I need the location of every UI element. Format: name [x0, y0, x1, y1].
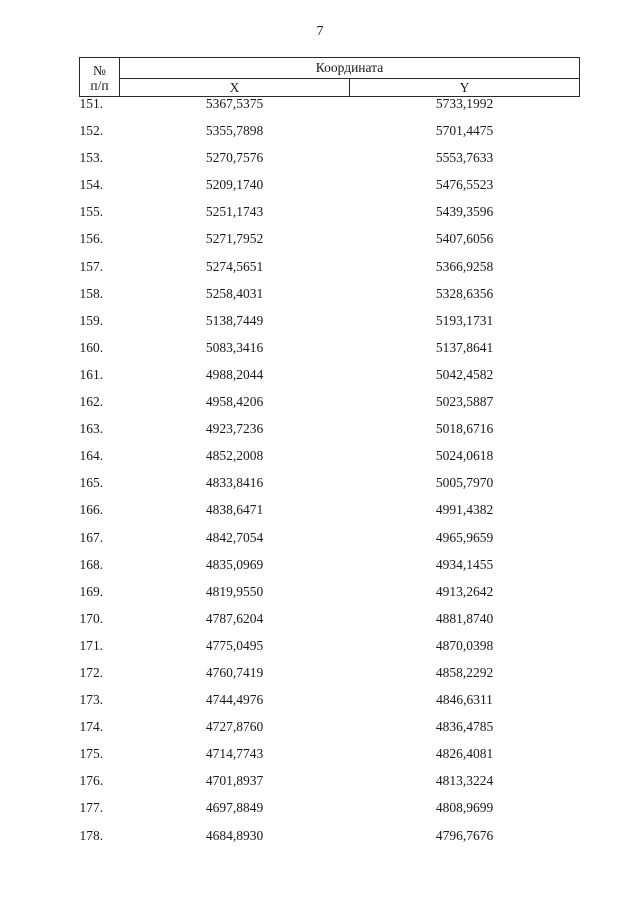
row-number-cell: 177. — [79, 800, 104, 816]
row-number-cell: 168. — [79, 556, 104, 572]
row-number-cell: 174. — [79, 719, 104, 735]
row-number-cell: 159. — [79, 312, 104, 328]
x-coordinate-cell: 4842,7054 — [205, 529, 264, 545]
table-row — [80, 829, 580, 856]
y-coordinate-cell: 5701,4475 — [435, 123, 494, 139]
table-row — [80, 368, 580, 395]
y-column-header: Y — [350, 79, 580, 97]
y-coordinate-cell: 4934,1455 — [435, 556, 494, 572]
y-coordinate-cell: 4858,2292 — [435, 664, 494, 680]
table-row — [80, 720, 580, 747]
y-coordinate-cell: 5042,4582 — [435, 366, 494, 382]
row-number-cell: 162. — [79, 394, 104, 410]
table-row — [80, 422, 580, 449]
y-coordinate-cell: 4796,7676 — [435, 827, 494, 843]
x-coordinate-cell: 5258,4031 — [205, 285, 264, 301]
table-row — [80, 395, 580, 422]
table-body — [80, 97, 580, 856]
table-row — [80, 287, 580, 314]
table-row — [80, 801, 580, 828]
y-coordinate-cell: 4991,4382 — [435, 502, 494, 518]
table-row — [80, 774, 580, 801]
x-coordinate-cell: 5274,5651 — [205, 258, 264, 274]
row-number-cell: 165. — [79, 475, 104, 491]
x-column-header: X — [120, 79, 350, 97]
x-coordinate-cell: 4787,6204 — [205, 610, 264, 626]
x-coordinate-cell: 4958,4206 — [205, 394, 264, 410]
x-coordinate-cell: 4714,7743 — [205, 746, 264, 762]
row-number-cell: 178. — [79, 827, 104, 843]
x-coordinate-cell: 4697,8849 — [205, 800, 264, 816]
y-coordinate-cell: 4846,6311 — [436, 692, 493, 708]
x-coordinate-cell: 4701,8937 — [205, 773, 264, 789]
x-coordinate-cell: 4760,7419 — [205, 664, 264, 680]
table-row — [80, 151, 580, 178]
row-number-cell: 171. — [79, 637, 104, 653]
table-row — [80, 124, 580, 151]
row-number-cell: 152. — [79, 123, 104, 139]
ordinal-label: п/п — [90, 78, 109, 93]
row-number-cell: 170. — [79, 610, 104, 626]
x-coordinate-cell: 5083,3416 — [205, 339, 264, 355]
row-number-cell: 161. — [79, 366, 104, 382]
row-number-cell: 163. — [79, 421, 104, 437]
y-coordinate-cell: 5328,6356 — [435, 285, 494, 301]
row-number-cell: 164. — [79, 448, 104, 464]
row-number-cell: 156. — [79, 231, 104, 247]
row-number-cell: 166. — [79, 502, 104, 518]
x-coordinate-cell: 5209,1740 — [205, 177, 264, 193]
y-coordinate-cell: 4870,0398 — [435, 637, 494, 653]
x-coordinate-cell: 5355,7898 — [205, 123, 264, 139]
coordinates-table — [79, 57, 580, 856]
x-coordinate-cell: 4833,8416 — [205, 475, 264, 491]
row-number-cell: 155. — [79, 204, 104, 220]
table-row — [80, 558, 580, 585]
y-coordinate-cell: 5476,5523 — [435, 177, 494, 193]
y-coordinate-cell: 5439,3596 — [435, 204, 494, 220]
table-row — [80, 612, 580, 639]
x-coordinate-cell: 5367,5375 — [205, 96, 264, 111]
x-coordinate-cell: 4835,0969 — [205, 556, 264, 572]
number-sign-label: № — [93, 63, 106, 78]
table-row — [80, 178, 580, 205]
y-coordinate-cell: 4965,9659 — [435, 529, 494, 545]
row-number-cell: 169. — [79, 583, 104, 599]
row-number-cell: 153. — [79, 150, 104, 166]
table-row — [80, 341, 580, 368]
table-row — [80, 585, 580, 612]
y-coordinate-cell: 5137,8641 — [435, 339, 494, 355]
row-number-cell: 157. — [79, 258, 104, 274]
table-row — [80, 314, 580, 341]
x-coordinate-cell: 4838,6471 — [205, 502, 264, 518]
table-row — [80, 503, 580, 530]
x-coordinate-cell: 4684,8930 — [205, 827, 264, 843]
row-number-cell: 175. — [79, 746, 104, 762]
y-coordinate-cell: 5023,5887 — [435, 394, 494, 410]
table-row — [80, 693, 580, 720]
x-coordinate-cell: 4988,2044 — [205, 366, 264, 382]
row-number-cell: 158. — [79, 285, 104, 301]
x-coordinate-cell: 4775,0495 — [205, 637, 264, 653]
table-row — [80, 747, 580, 774]
coordinate-group-header: Координата — [120, 58, 580, 79]
row-number-cell: 172. — [79, 664, 104, 680]
table-row — [80, 97, 580, 125]
y-coordinate-cell: 4913,2642 — [435, 583, 494, 599]
x-coordinate-cell: 4727,8760 — [205, 719, 264, 735]
y-coordinate-cell: 5005,7970 — [435, 475, 494, 491]
row-number-cell: 151. — [79, 96, 104, 111]
x-coordinate-cell: 4923,7236 — [205, 421, 264, 437]
x-coordinate-cell: 4852,2008 — [205, 448, 264, 464]
y-coordinate-cell: 4881,8740 — [435, 610, 494, 626]
y-coordinate-cell: 5366,9258 — [435, 258, 494, 274]
row-number-cell: 154. — [79, 177, 104, 193]
table-row — [80, 232, 580, 259]
x-coordinate-cell: 5138,7449 — [205, 312, 264, 328]
table-row — [80, 449, 580, 476]
y-coordinate-cell: 5018,6716 — [435, 421, 494, 437]
number-column-header — [80, 58, 120, 97]
table-row — [80, 205, 580, 232]
table-row — [80, 639, 580, 666]
y-coordinate-cell: 5193,1731 — [435, 312, 494, 328]
x-coordinate-cell: 5271,7952 — [205, 231, 264, 247]
x-coordinate-cell: 4744,4976 — [205, 692, 264, 708]
y-coordinate-cell: 4826,4081 — [435, 746, 494, 762]
y-coordinate-cell: 4813,3224 — [435, 773, 494, 789]
table-header — [80, 58, 580, 97]
y-coordinate-cell: 5407,6056 — [435, 231, 494, 247]
x-coordinate-cell: 4819,9550 — [205, 583, 264, 599]
x-coordinate-cell: 5270,7576 — [205, 150, 264, 166]
x-coordinate-cell: 5251,1743 — [205, 204, 264, 220]
y-coordinate-cell: 5733,1992 — [435, 96, 494, 111]
y-coordinate-cell: 4808,9699 — [435, 800, 494, 816]
table-row — [80, 666, 580, 693]
page-number: 7 — [316, 24, 324, 39]
table-row — [80, 476, 580, 503]
y-coordinate-cell: 4836,4785 — [435, 719, 494, 735]
y-coordinate-cell: 5024,0618 — [435, 448, 494, 464]
table-row — [80, 260, 580, 287]
row-number-cell: 160. — [79, 339, 104, 355]
row-number-cell: 176. — [79, 773, 104, 789]
table-row — [80, 531, 580, 558]
row-number-cell: 167. — [79, 529, 104, 545]
y-coordinate-cell: 5553,7633 — [435, 150, 494, 166]
row-number-cell: 173. — [79, 692, 104, 708]
